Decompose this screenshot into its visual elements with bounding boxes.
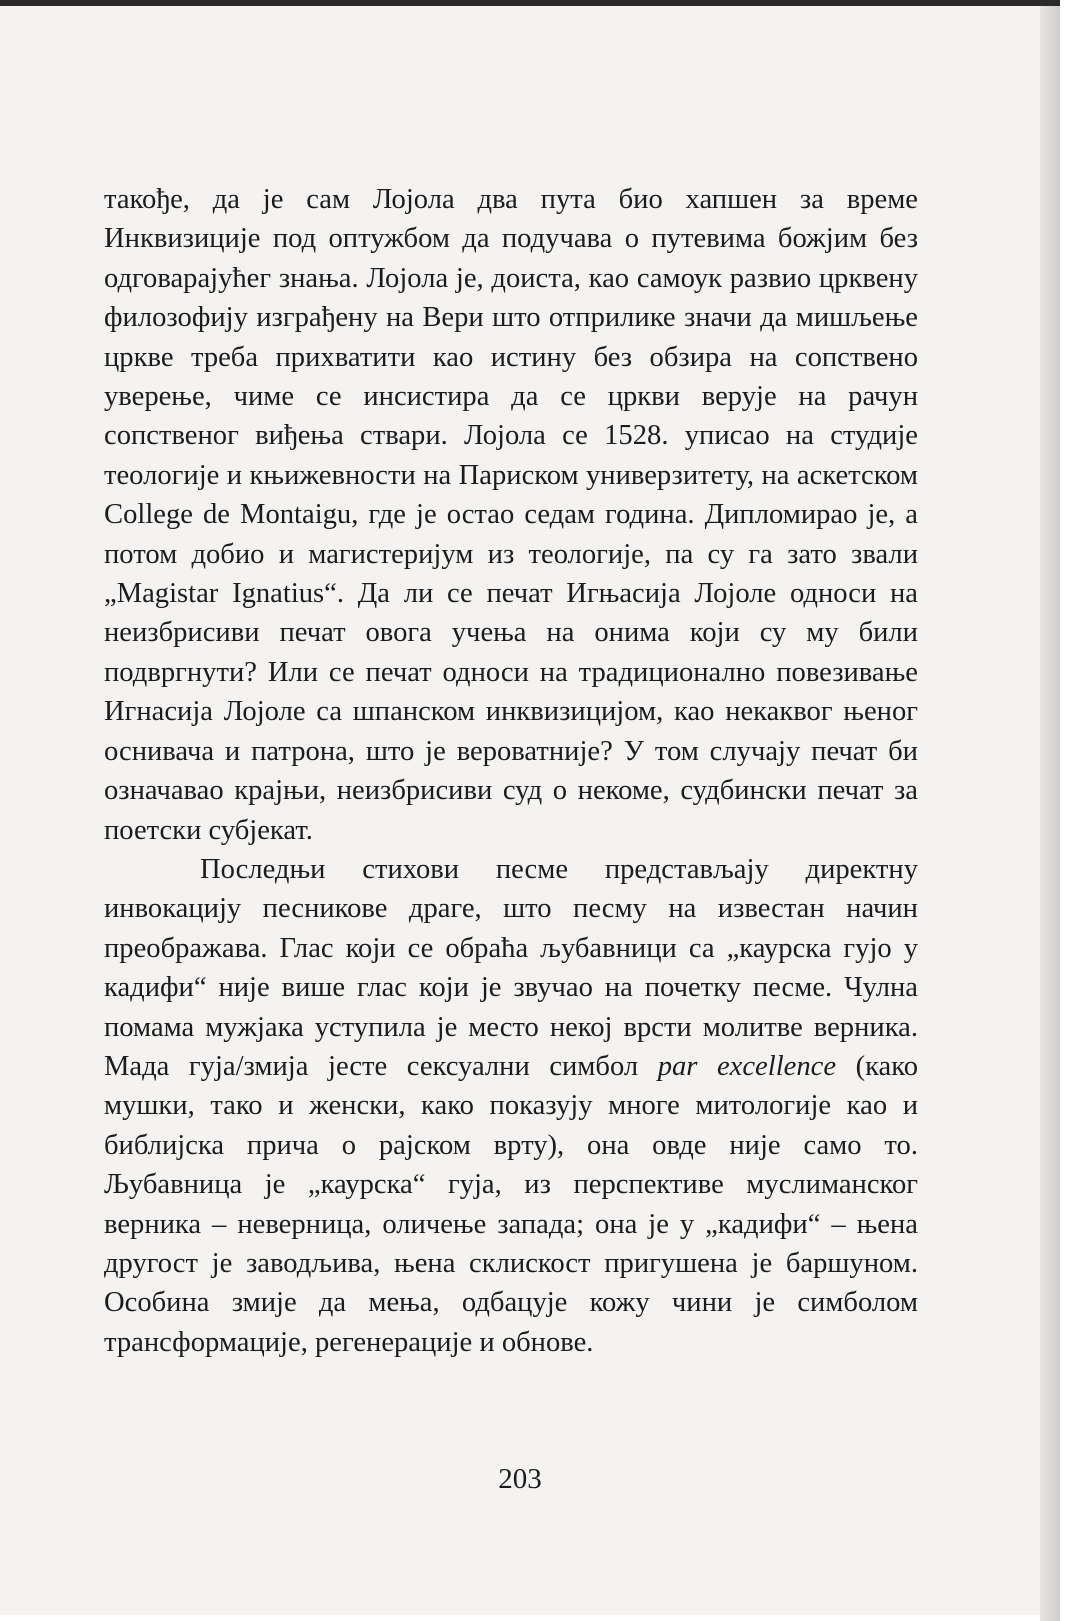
body-text <box>104 180 918 1362</box>
paragraph-2-italic-phrase: par excellence <box>657 1050 837 1082</box>
paragraph-2-part-2: (како мушки, тако и женски, како показују многе митологије као и библијска прича о рајском врту), она овде није само то. Љубавница је „каурска“ гуја, из перспективе муслиманског верника – неверница, оличење запада; она је у „кадифи“ – њена другост је заводљива, њена склискост пригушена је баршуном. Особина змије да мења, одбацује кожу чини је симболом трансформације, регенерације и обнове. <box>104 1050 918 1358</box>
page-edge-shadow <box>1040 6 1060 1621</box>
paragraph-1: такође, да је сам Лојола два пута био хапшен за време Инквизиције под оптужбом да подучава о путевима божјим без одговарајућег знања. Лојола је, доиста, као самоук развио црквену филозофију изграђену на Вери што отприлике значи да мишљење цркве треба прихватити као истину без обзира на сопствено уверење, чиме се инсистира да се цркви верује на рачун сопственог виђења ствари. Лојола се 1528. уписао на студије теологије и књижевности на Париском универзитету, на аскетском College de Montaigu, где је остао седам година. Дипломирао је, а потом добио и магистеријум из теологије, па су га зато звали „Magistar Ignatius“. Да ли се печат Игњасија Лојоле односи на неизбрисиви печат овога учења на онима који су му били подвргнути? Или се печат односи на традиционално повезивање Игнасија Лојоле са шпанском инквизицијом, као некаквог њеног оснивача и патрона, што је вероватније? У том случају печат би означавао крајњи, неизбрисиви суд о некоме, судбински печат за поетски субјекат. <box>104 184 918 846</box>
page-number: 203 <box>498 1463 542 1495</box>
paragraph-2-part-1: Последњи стихови песме представљају директну инвокацију песникове драге, што песму на известан начин преображава. Глас који се обраћа љубавници са „каурска гујо у кадифи“ није више глас који је звучао на почетку песме. Чулна помама мужјака уступила је место некој врсти молитве верника. Мада гуја/змија јесте сексуални симбол <box>104 853 918 1082</box>
paragraph-2 <box>104 850 918 1362</box>
